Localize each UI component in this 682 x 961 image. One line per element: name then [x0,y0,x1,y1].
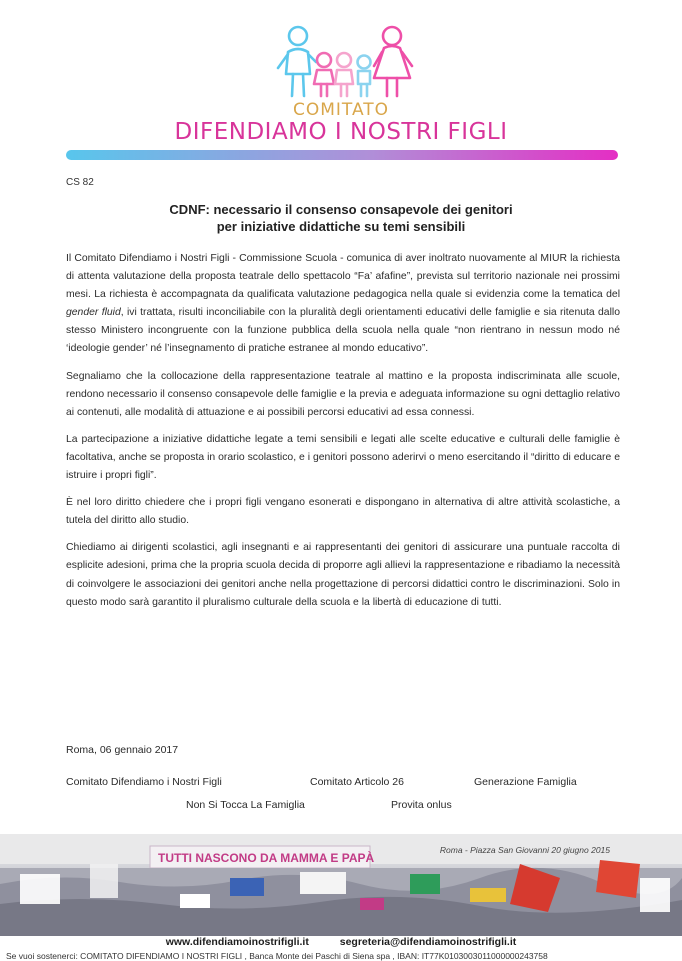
place-date: Roma, 06 gennaio 2017 [66,744,179,756]
footer-links [0,936,682,948]
boy-figure-icon [358,56,371,97]
press-release-title [66,201,616,235]
header-gradient-bar [66,150,618,160]
body-paragraph: La partecipazione a iniziative didattiche legate a temi sensibili e legati alle scelte educative e culturali delle famiglie è facoltativa, anche se proposta in orario scolastico, e i genitori possono aderirvi o meno esercitando il “diritto di educare e istruire i propri figli”. [66,433,620,482]
body-paragraph: Chiediamo ai dirigenti scolastici, agli insegnanti e ai rappresentanti dei genitori di assicurare una puntuale raccolta di esplicite adesioni, prima che la propria scuola decida di proporre agli allievi la rappresentazione e ribadiamo la necessità di coinvolgere le associazioni dei genitori anche nella progettazione di percorsi didattici contro le discriminazioni. Solo in questo modo sarà garantito il pluralismo culturale della scuola e la libertà di educazione di tutti. [66,542,620,608]
father-figure-icon [278,27,316,96]
org-name-line2: DIFENDIAMO I NOSTRI FIGLI [174,119,508,145]
signatory: Comitato Articolo 26 [310,776,404,788]
emphasis-text: gender fluid [66,307,121,319]
email-link[interactable]: segreteria@difendiamoinostrifigli.it [339,936,517,948]
photo-caption: Roma - Piazza San Giovanni 20 giugno 2015 [439,845,610,855]
body-paragraph: Segnaliamo che la collocazione della rappresentazione teatrale al mattino e la proposta indiscriminata alle scuole, rendono necessario il consenso consapevole delle famiglie e la previa e adeguata informazione su ogni dettaglio relativo ai contenuti, alle modalità di attuazione e ai possibili percorsi educativi ad essa connessi. [66,370,620,418]
signatory: Generazione Famiglia [474,776,577,788]
mother-figure-icon [374,27,412,96]
girl-figure-icon [314,53,334,96]
family-logo [270,22,420,100]
signatory: Comitato Difendiamo i Nostri Figli [66,776,222,788]
title-line-2: per iniziative didattiche su temi sensibili [216,219,466,234]
crowd-photo [0,834,682,936]
bank-details: Se vuoi sostenerci: COMITATO DIFENDIAMO I NOSTRI FIGLI , Banca Monte dei Paschi di Siena spa , IBAN: IT77K0103003011000000243758 [6,951,548,961]
title-line-1: CDNF: necessario il consenso consapevole dei genitori [169,202,513,217]
signatory: Provita onlus [391,799,452,811]
signatory: Non Si Tocca La Famiglia [186,799,305,811]
org-name-line1: COMITATO [292,100,390,120]
body-paragraph [66,250,620,359]
body-paragraph: È nel loro diritto chiedere che i propri figli vengano esonerati e dispongano in alternativa di altre attività scolastiche, a tutela del diritto allo studio. [66,497,620,527]
child-figure-icon [335,53,353,96]
press-release-body [66,250,620,621]
paragraph-text: Il Comitato Difendiamo i Nostri Figli - Commissione Scuola - comunica di aver inoltrato nuovamente al MIUR la richiesta di attenta valutazione della proposta teatrale dello spettacolo “Fa’ afafine”, prevista sul territorio nazionale nei prossimi mesi. La richiesta è accompagnata da qualificata valutazione pedagogica nella quale si evidenzia come la tematica del [66,253,620,301]
banner-text: TUTTI NASCONO DA MAMMA E PAPÀ [158,851,375,865]
paragraph-text: , ivi trattata, risulti inconciliabile con la pluralità degli orientamenti educativi delle famiglie e sia ritenuta dallo stesso Ministero incongruente con la funzione pubblica della scuola nella quale “non rientrano in nessun modo né ‘ideologie gender’ né l’insegnamento di pratiche estranee al mondo educativo”. [66,307,620,355]
website-link[interactable]: www.difendiamoinostrifigli.it [165,936,309,948]
press-release-code: CS 82 [66,177,94,188]
